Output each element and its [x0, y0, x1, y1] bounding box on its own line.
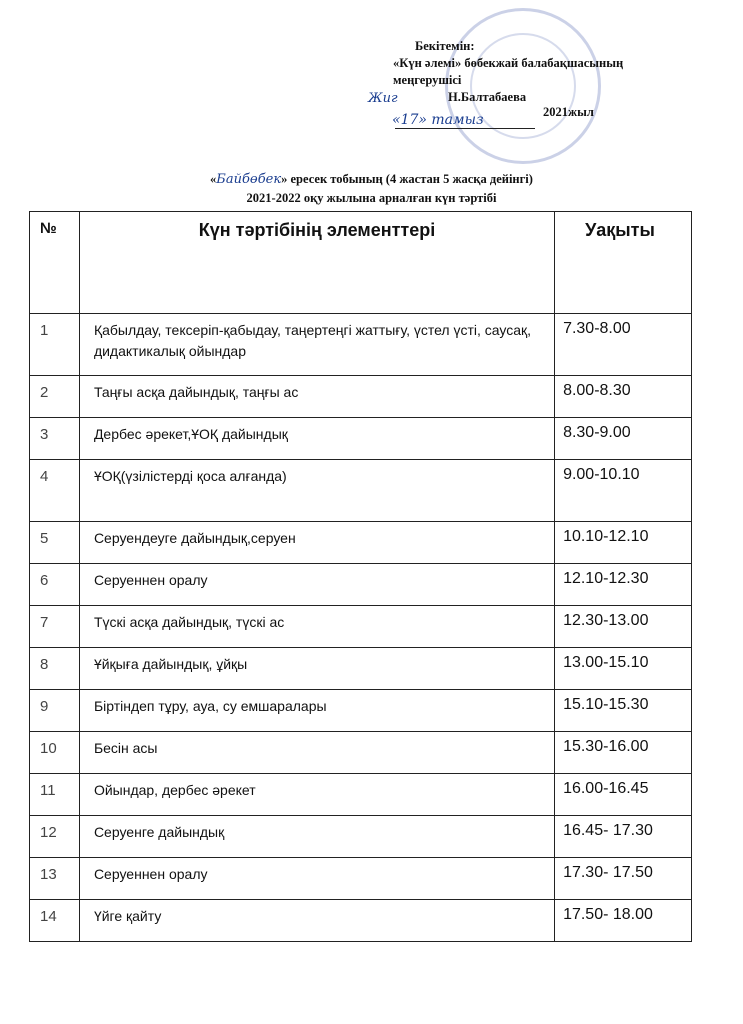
table-row	[30, 858, 692, 900]
row-element: Серуеннен оралу	[79, 564, 554, 606]
handwritten-date: «17» тамыз	[392, 112, 484, 128]
row-number: 14	[30, 900, 80, 942]
group-name-handwritten: Байбөбек	[216, 172, 282, 187]
approval-institution: «Күн әлемі» бөбекжай балабақшасының	[393, 56, 624, 70]
row-time: 7.30-8.00	[555, 314, 692, 376]
row-time: 17.30- 17.50	[555, 858, 692, 900]
table-row	[30, 418, 692, 460]
row-number: 4	[30, 460, 80, 522]
title-line-2: 2021-2022 оқу жылына арналған күн тәртібі	[246, 191, 497, 205]
row-element: Ұйқыға дайындық, ұйқы	[79, 648, 554, 690]
schedule-table	[29, 211, 692, 942]
row-element: Серуеннен оралу	[79, 858, 554, 900]
header-number: №	[30, 212, 80, 314]
row-time: 10.10-12.10	[555, 522, 692, 564]
title-line-1-text: » ересек тобының (4 жастан 5 жасқа дейінгі)	[281, 172, 533, 186]
row-time: 15.10-15.30	[555, 690, 692, 732]
table-row	[30, 900, 692, 942]
row-number: 7	[30, 606, 80, 648]
table-row	[30, 648, 692, 690]
approval-position: меңгерушісі	[393, 73, 462, 87]
row-time: 8.00-8.30	[555, 376, 692, 418]
row-element: Біртіндеп тұру, ауа, су емшаралары	[79, 690, 554, 732]
table-row	[30, 314, 692, 376]
handwritten-signature: Жиг	[368, 91, 398, 106]
row-time: 12.30-13.00	[555, 606, 692, 648]
row-number: 13	[30, 858, 80, 900]
table-row	[30, 732, 692, 774]
header-time: Уақыты	[555, 212, 692, 314]
document-title	[0, 170, 743, 207]
row-time: 13.00-15.10	[555, 648, 692, 690]
row-element: Қабылдау, тексеріп-қабыдау, таңертеңгі жаттығу, үстел үсті, саусақ, дидактикалық ойындар	[79, 314, 554, 376]
table-row	[30, 774, 692, 816]
row-number: 8	[30, 648, 80, 690]
row-number: 9	[30, 690, 80, 732]
row-element: Түскі асқа дайындық, түскі ас	[79, 606, 554, 648]
row-element: Таңғы асқа дайындық, таңғы ас	[79, 376, 554, 418]
approval-name: Н.Балтабаева	[448, 90, 527, 104]
row-element: Серуенге дайындық	[79, 816, 554, 858]
row-number: 1	[30, 314, 80, 376]
row-number: 6	[30, 564, 80, 606]
row-number: 12	[30, 816, 80, 858]
row-number: 5	[30, 522, 80, 564]
title-line-1: «Байбөбек» ересек тобының (4 жастан 5 жасқа дейінгі)	[210, 172, 533, 187]
approval-heading: Бекітемін:	[415, 39, 475, 53]
table-header-row	[30, 212, 692, 314]
header-elements: Күн тәртібінің элементтері	[79, 212, 554, 314]
row-element: Үйге қайту	[79, 900, 554, 942]
table-row	[30, 606, 692, 648]
table-row	[30, 522, 692, 564]
table-row	[30, 564, 692, 606]
row-element: Дербес әрекет,ҰОҚ дайындық	[79, 418, 554, 460]
table-row	[30, 816, 692, 858]
approval-block	[393, 38, 693, 121]
row-time: 16.00-16.45	[555, 774, 692, 816]
row-time: 8.30-9.00	[555, 418, 692, 460]
table-row	[30, 690, 692, 732]
row-element: Ойындар, дербес әрекет	[79, 774, 554, 816]
row-time: 17.50- 18.00	[555, 900, 692, 942]
row-number: 3	[30, 418, 80, 460]
row-time: 9.00-10.10	[555, 460, 692, 522]
row-element: Серуендеуге дайындық,серуен	[79, 522, 554, 564]
table-row	[30, 460, 692, 522]
row-time: 16.45- 17.30	[555, 816, 692, 858]
row-number: 11	[30, 774, 80, 816]
row-time: 15.30-16.00	[555, 732, 692, 774]
row-element: Бесін асы	[79, 732, 554, 774]
signature-underline	[395, 128, 535, 129]
row-number: 10	[30, 732, 80, 774]
row-time: 12.10-12.30	[555, 564, 692, 606]
row-element: ҰОҚ(үзілістерді қоса алғанда)	[79, 460, 554, 522]
row-number: 2	[30, 376, 80, 418]
table-row	[30, 376, 692, 418]
approval-year: 2021жыл	[543, 105, 594, 119]
